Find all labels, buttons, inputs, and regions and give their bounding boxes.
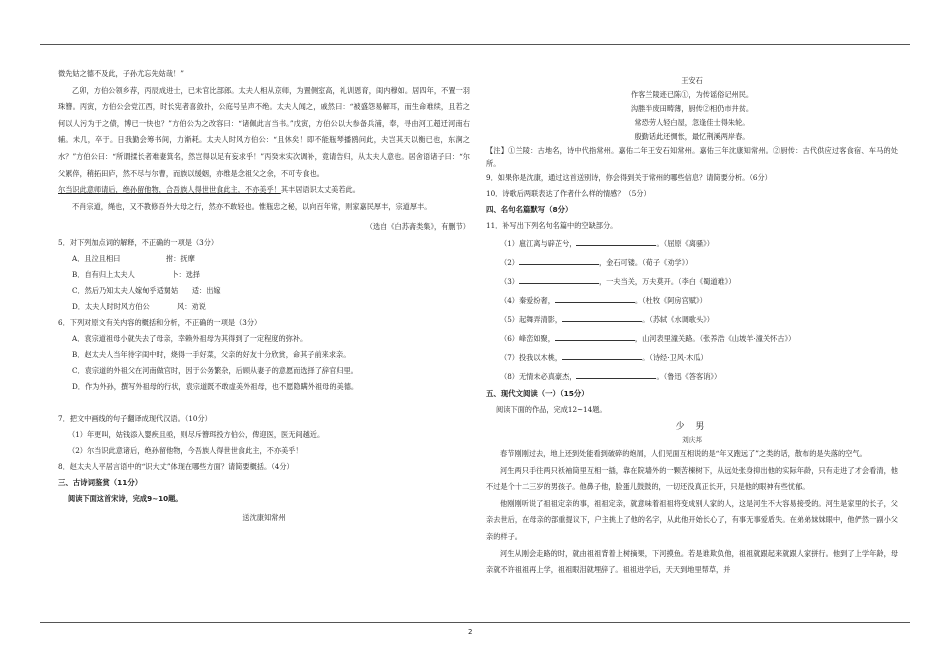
fill-item-7: [486, 348, 898, 367]
section-3-intro: 阅读下面这首宋诗，完成9~10题。: [68, 494, 183, 504]
q6-option-c: C．袁宗道的外祖父在河南做官时，因于公务繁杂，后顾从妻子的意愿而选择了辞官归里。: [72, 366, 358, 376]
poem-note: 【注】①兰陵：古地名，诗中代指常州。嘉佑二年王安石知常州。嘉佑三年沈康知常州。②厨传：古代供应过客食宿、车马的处所。: [486, 146, 898, 168]
question-6-stem: 6．下列对原文有关内容的概括和分析，不正确的一项是（3分）: [58, 318, 262, 328]
fill-after: 。（诗经·卫风·木瓜）: [642, 353, 708, 362]
question-9: 9．如果你是沈康，通过这首送别诗，你会得到关于常州的哪些信息？请简要分析。（6分）: [486, 173, 772, 182]
q5-option-c: C．然后乃知太夫人嫁甸乎适舅姑 适：出嫁: [72, 286, 221, 296]
answer-blank[interactable]: [562, 351, 642, 360]
fill-before: （1）扈江离与辟芷兮，: [500, 239, 577, 248]
story-paragraph: 河生两只手往两只袄袖筒里互相一插，靠在院墙外的一颗苦楝树下，从远处张身抑出他的实际年龄，只有走进了才会看清，他不过是个十二三岁的男孩子。他鼻子他，脸蛋儿鼓鼓的，一切还没真正长开，只是他的眼神有些忧郁。: [486, 465, 898, 492]
bottom-rule: [40, 622, 910, 623]
q7-item-2: （2）尔当识此意诸后，绝孙留他物，今吾族人得世世食此主，不亦美乎！: [68, 446, 303, 456]
section-5-intro: 阅读下面的作品，完成12~14题。: [496, 405, 607, 414]
story-paragraph: 春节刚刚过去，地上还到处能看到破碎的炮屑，人们见面互相说的是“年又跑远了”之类的话，散布的是失落的空气。: [500, 449, 867, 458]
answer-blank[interactable]: [576, 237, 656, 246]
fill-item-5: [486, 310, 898, 329]
fill-after: ，山河表里潼关路。（张养浩《山坡羊·潼关怀古》）: [634, 334, 796, 343]
underlined-sentence: 尔当识此意师请后，绝孙留他物，合吾族人得世世食此主，不亦美乎！: [58, 185, 281, 195]
passage-paragraph: 不肖宗道，绳也，又不教修吾外大母之行，然亦不敢轻也。惟瓶忠之秘，以向百年常，则家嘉民厚丰，宗道厚丰。: [72, 201, 432, 211]
fill-before: （4）秦爱纷奢，: [500, 296, 555, 305]
fill-item-8: [486, 367, 898, 386]
story-paragraph: 河生从刚会走路的时，就由祖祖背着上树摘果，下河摸鱼。若是谁欺负他，祖祖就跟起来就跟人家拼行。他到了上学年龄，母亲就不许祖祖再上学，祖祖眼泪就埋辞了。祖祖进学后，天天到地里帮草，并: [486, 548, 898, 575]
answer-blank[interactable]: [576, 370, 656, 379]
page-number: 2: [468, 628, 473, 636]
poem-line: 常恐劳人轻白屋，忽逢佳士得朱轮。: [634, 118, 750, 127]
q5-option-a: A．且泣且相曰 拊：抚摩: [72, 254, 195, 264]
question-10: 10．诗歌后两联表达了作者什么样的情感？（5分）: [486, 189, 651, 198]
passage-paragraph-tail: [58, 182, 470, 199]
right-column: [486, 74, 898, 579]
fill-before: （7）投我以木桃，: [500, 353, 563, 362]
poem-line: 作客兰陵迹已陈①，为传谣俗记州民。: [630, 90, 754, 99]
q6-option-d: D．作为外孙，撰写外祖母的行状，袁宗道既不敢虚美外祖母，也不愿隐瞒外祖母的美德。: [72, 382, 359, 392]
fill-before: （6）峰峦如聚，: [500, 334, 555, 343]
passage-source: （选自《白苏斋类集》，有删节）: [365, 222, 470, 232]
q5-option-d: D．太夫人时时风方伯公 风：劝说: [72, 302, 206, 312]
answer-blank[interactable]: [555, 332, 635, 341]
passage-tail-text: 其丰居语识太丈美若此。: [280, 185, 360, 195]
section-4-heading: 四、名句名篇默写（8分）: [486, 205, 573, 214]
q6-option-b: B．赵太夫人当年待字闺中时，烧得一手好菜，父亲的好友十分欣赏，命其子前来求亲。: [72, 350, 351, 360]
poem-line: 沟塍半废田畴薄，厨传②相仍市井贫。: [630, 104, 754, 113]
fill-after: 。（屈原《离骚》）: [656, 239, 714, 248]
story-title: 少 男: [675, 422, 709, 432]
fill-before: （3）: [500, 277, 519, 286]
poem-title: 送沈康知常州: [242, 513, 286, 523]
fill-before: （2）: [500, 258, 519, 267]
fill-item-4: [486, 291, 898, 310]
fill-item-6: [486, 329, 898, 348]
fill-item-3: [486, 272, 898, 291]
fill-after: 。（苏轼《水调歌头》）: [642, 315, 714, 324]
left-column: [58, 66, 470, 525]
top-rule: [40, 44, 910, 45]
fill-after: ，金石可镂。（荀子《劝学》）: [598, 258, 693, 267]
fill-before: （5）起舞弄清影，: [500, 315, 563, 324]
fill-item-1: [486, 234, 898, 253]
answer-blank[interactable]: [519, 256, 599, 265]
question-8: 8．赵太夫人平居言语中的“识大丈”体现在哪些方面？请简要概括。（4分）: [58, 462, 294, 472]
question-11: 11．补写出下列名句名篇中的空缺部分。: [486, 221, 618, 230]
q5-option-b: B．自有归上太夫人 卜：选择: [72, 270, 201, 280]
passage-paragraph: 微先姑之德不及此，子孙尤忘先姑哉！”: [58, 69, 184, 78]
answer-blank[interactable]: [519, 275, 599, 284]
q6-option-a: A．袁宗道祖母小就失去了母亲，幸赖外祖母为其得到了一定程度的弥补。: [72, 334, 308, 344]
story-author: 刘庆邦: [682, 436, 702, 444]
story-paragraph: 他刚刚听说了祖祖定亲的事，祖祖定亲，就意味着祖祖将变成别人家的人，这是河生不大容易接受的。河生是家里的长子，父亲去世后，在母亲的部重提议下，户主挑上了他的名字，从此他开始长心了，有事无事爱盾失。在弟弟妹妹眼中，他俨然一副小父亲的样子。: [486, 498, 898, 541]
passage-paragraph: 乙卯，方伯公领乡荐，丙辰成进士，已未官比部郎。太夫人相从京师，为置侧室高，礼训恩育，闺内穆如。居四年，不置一羽珠簪。丙寅，方伯公会党江西，时长宪者喜敛扑，公庭号呈声不绝。太夫人闻之，戚然曰：“被盛怨易解耳，而生命难续，且若之何以人污为于之债，博已一快也？”方伯公为之改容曰：“诸佩此言当书。”戊寅，方伯公以大参备兵浦，奉，寻由河工超迁河南右辅。未几，卒于。日我勤会筹书间，力渐耗。太夫人时风方伯公：“且休矣！即不能瓶琴播鸥问此，夫岂其天以衡已也，东涧之水？”方伯公曰：“所谓揉长者难妻箕名，然岂得以足有妄求乎！”丙癸末实次调补，竟请告归，从太夫人意也。居舍语诸子曰：“尔父累倅，稍拓田庐，然不尽与尔曹，而族以缓姻，亦维是念祖父之余，不可专食也。: [58, 85, 470, 178]
answer-blank[interactable]: [555, 294, 635, 303]
fill-after: ，一夫当关，万夫莫开。（李白《蜀道难》）: [598, 277, 736, 286]
poem-author: 王安石: [681, 76, 703, 85]
section-5-heading: 五、现代文阅读（一）（15分）: [486, 389, 589, 398]
question-7-stem: 7．把文中画线的句子翻译成现代汉语。（10分）: [58, 414, 212, 424]
answer-blank[interactable]: [562, 313, 642, 322]
fill-after: 。（鲁迅《答客诮》）: [656, 372, 722, 381]
fill-before: （8）无情未必真豪杰，: [500, 372, 577, 381]
q7-item-1: （1）年更叫，姑钱添入婴疾且亟，则尽斥簪珥投方伯公，俾迎医，医无间越近。: [68, 430, 325, 440]
poem-line: 殷勤话此还惆怅，最忆荆溪两岸春。: [634, 132, 750, 141]
question-5-stem: 5．对下列加点词的解释，不正确的一项是（3分）: [58, 238, 219, 248]
fill-after: 。（杜牧《阿房宫赋》）: [634, 296, 707, 305]
section-3-heading: 三、古诗词鉴赏（11分）: [58, 478, 143, 488]
fill-item-2: [486, 253, 898, 272]
